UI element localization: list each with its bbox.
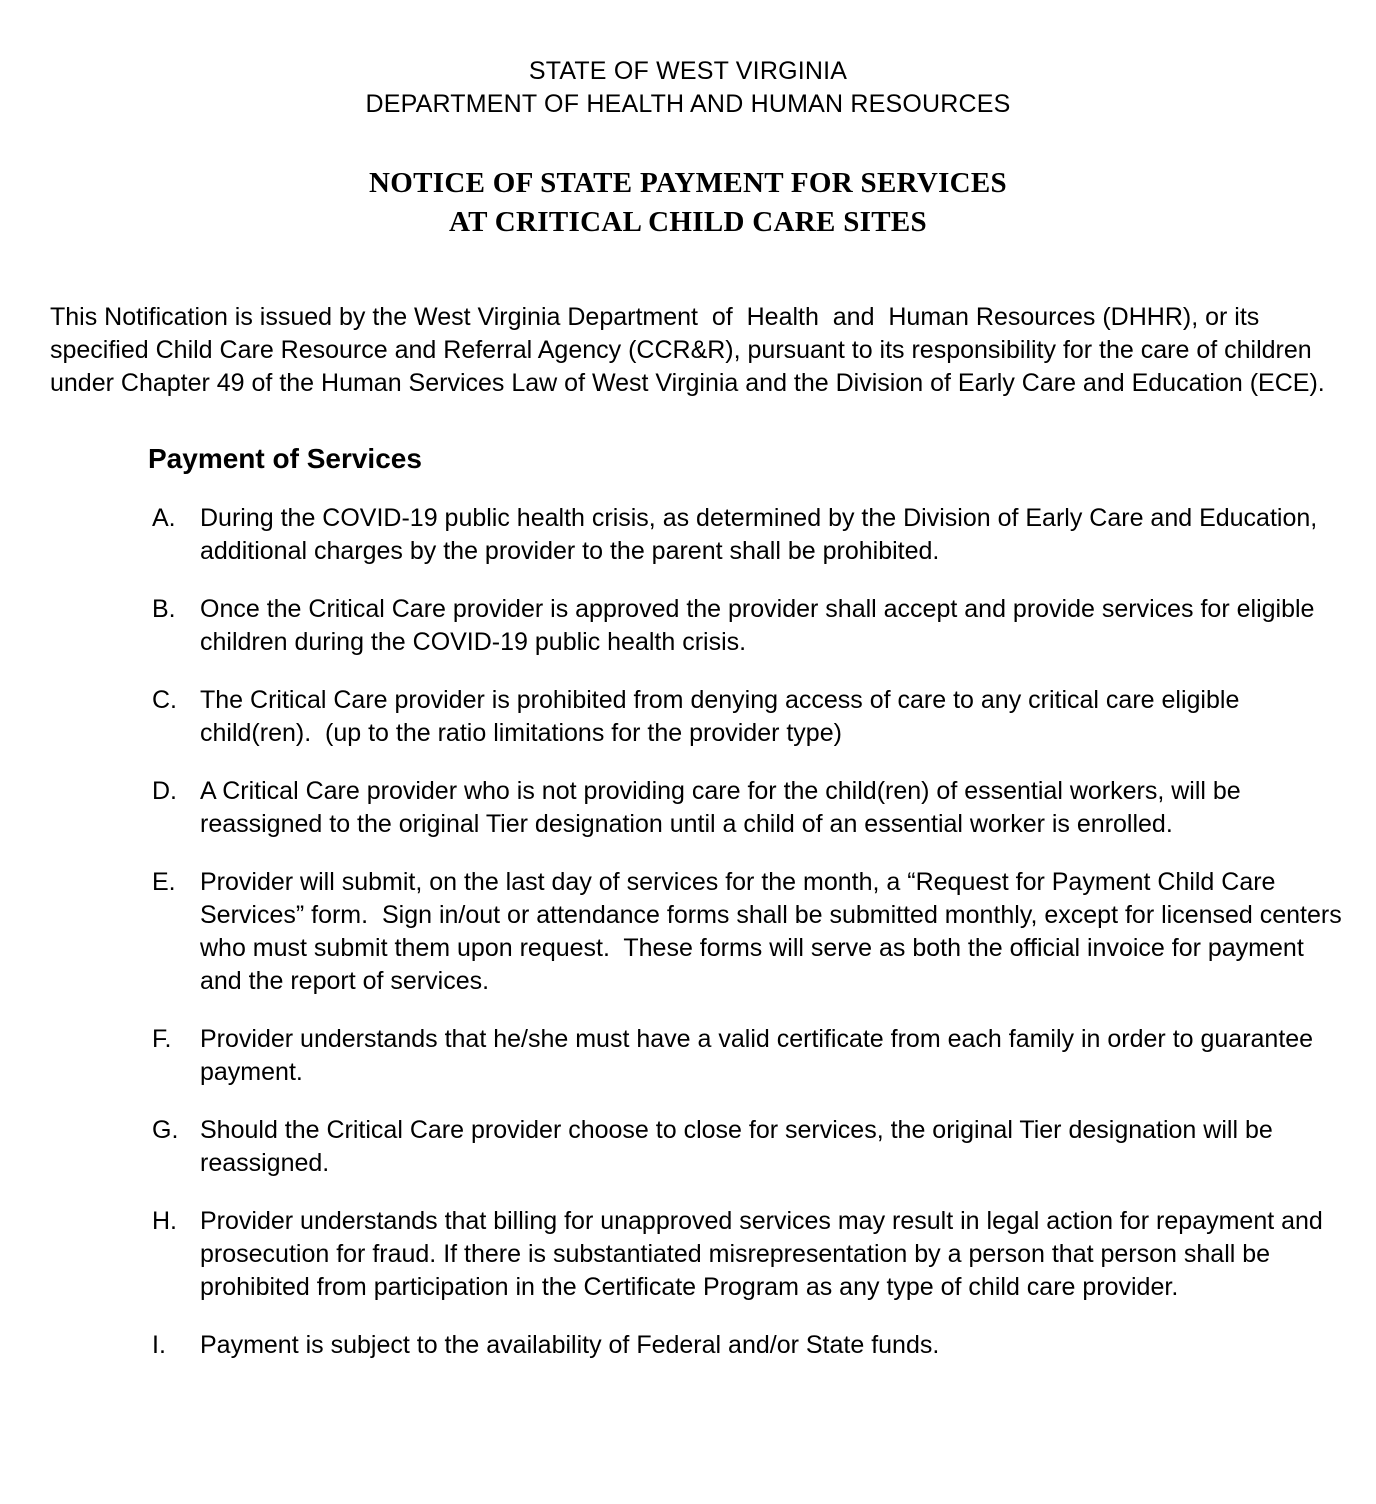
list-item bbox=[0, 1329, 1376, 1362]
list-item-text: Payment is subject to the availability of Federal and/or State funds. bbox=[200, 1331, 940, 1359]
list-item-marker: H. bbox=[152, 1207, 177, 1235]
agency-header bbox=[0, 0, 1376, 121]
list-item-text: Should the Critical Care provider choose to close for services, the original Tier designation will be reassigned. bbox=[200, 1116, 1280, 1177]
list-item-marker: G. bbox=[152, 1116, 179, 1144]
agency-header-line-department: DEPARTMENT OF HEALTH AND HUMAN RESOURCES bbox=[365, 90, 1011, 118]
list-item-marker: E. bbox=[152, 868, 176, 896]
list-item bbox=[0, 1114, 1376, 1180]
list-item-marker: C. bbox=[152, 686, 177, 714]
list-item bbox=[0, 775, 1376, 841]
list-item-text: Provider will submit, on the last day of services for the month, a “Request for Payment Child Care Services” form. Sign in/out or attendance forms shall be submitted monthly, except for licensed centers who must submit them upon request. These forms will serve as both the official invoice for payment and the report of services. bbox=[200, 868, 1349, 995]
list-item bbox=[0, 866, 1376, 998]
list-item bbox=[0, 1023, 1376, 1089]
document-title-line-2: AT CRITICAL CHILD CARE SITES bbox=[449, 206, 927, 238]
document-title bbox=[0, 164, 1376, 242]
list-item-text: During the COVID-19 public health crisis, as determined by the Division of Early Care and Education, additional charges by the provider to the parent shall be prohibited. bbox=[200, 504, 1325, 565]
list-item-text: Provider understands that billing for unapproved services may result in legal action for repayment and prosecution for fraud. If there is substantiated misrepresentation by a person that person shall be prohibited from participation in the Certificate Program as any type of child care provider. bbox=[200, 1207, 1330, 1301]
list-item-text: A Critical Care provider who is not providing care for the child(ren) of essential workers, will be reassigned to the original Tier designation until a child of an essential worker is enrolled. bbox=[200, 777, 1248, 838]
list-item-text: Once the Critical Care provider is approved the provider shall accept and provide services for eligible children during the COVID-19 public health crisis. bbox=[200, 595, 1322, 656]
list-item-text: Provider understands that he/she must have a valid certificate from each family in order to guarantee payment. bbox=[200, 1025, 1321, 1086]
list-item bbox=[0, 502, 1376, 568]
payment-of-services-list bbox=[0, 502, 1376, 1362]
list-item-marker: I. bbox=[152, 1331, 166, 1359]
section-heading-payment-of-services: Payment of Services bbox=[148, 443, 422, 474]
list-item bbox=[0, 684, 1376, 750]
list-item-marker: F. bbox=[152, 1025, 172, 1053]
list-item-marker: B. bbox=[152, 595, 176, 623]
list-item-text: The Critical Care provider is prohibited from denying access of care to any critical care eligible child(ren). (up to the ratio limitations for the provider type) bbox=[200, 686, 1247, 747]
agency-header-line-state: STATE OF WEST VIRGINIA bbox=[528, 57, 848, 85]
list-item-marker: A. bbox=[152, 504, 176, 532]
document-title-line-1: NOTICE OF STATE PAYMENT FOR SERVICES bbox=[369, 167, 1007, 199]
intro-paragraph: This Notification is issued by the West Virginia Department of Health and Human Resources (DHHR), or its specified Child Care Resource and Referral Agency (CCR&R), pursuant to its responsibility for the care of children under Chapter 49 of the Human Services Law of West Virginia and the Division of Early Care and Education (ECE). bbox=[50, 303, 1325, 397]
list-item-marker: D. bbox=[152, 777, 177, 805]
list-item bbox=[0, 1205, 1376, 1304]
list-item bbox=[0, 593, 1376, 659]
